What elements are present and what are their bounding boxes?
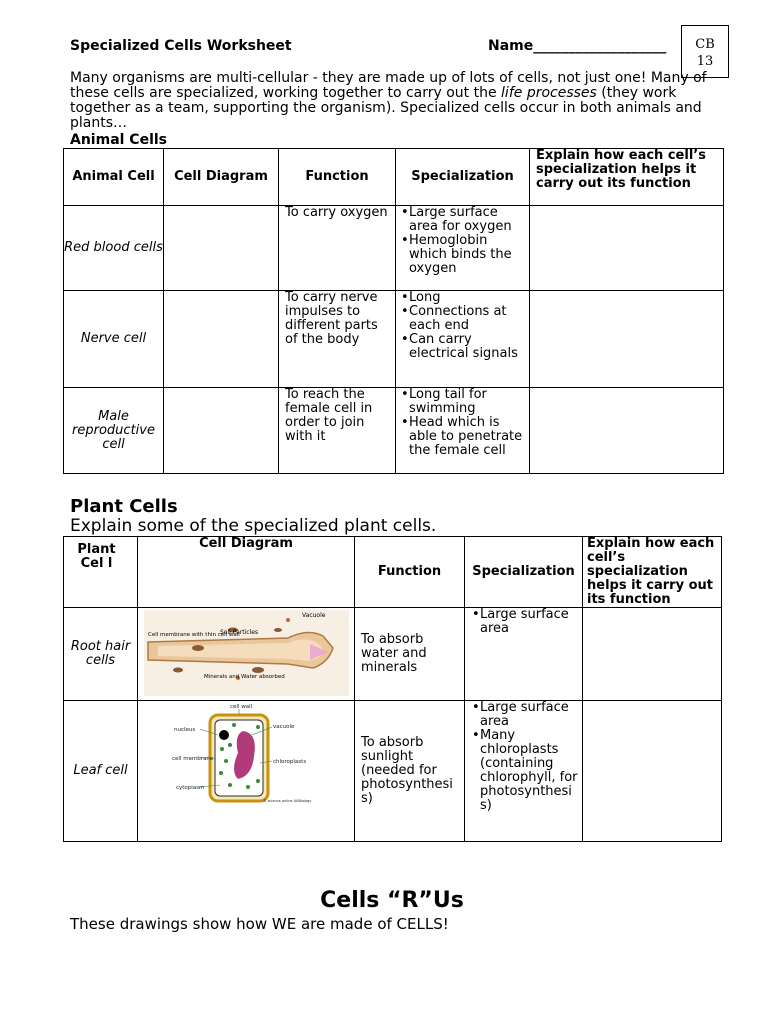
leaf-cell-diagram (138, 701, 355, 842)
intro-paragraph (70, 71, 716, 131)
animal-header-row (64, 149, 724, 206)
spec-list (396, 291, 525, 361)
cell-specialization (465, 701, 583, 842)
spec-item: • Long tail for swimming (409, 388, 525, 416)
label-chloroplasts: chloroplasts (273, 759, 307, 765)
label-soil-particles: Soil Particles (220, 629, 259, 636)
intro-italic: life processes (501, 85, 597, 101)
function-text: To carry oxygen (285, 205, 388, 220)
plant-cells-heading: Plant Cells (70, 496, 178, 517)
label-cell-membrane: Cell membrane with thin cell wall (148, 632, 240, 638)
explain-answer-cell[interactable] (583, 701, 722, 842)
root-hair-cell-image (138, 608, 350, 696)
cell-function: To reach the female cell in order to join with it (279, 388, 396, 474)
col-header-specialization: Specialization (465, 537, 583, 608)
cell-diagram-empty[interactable] (164, 388, 279, 474)
label-vacuole-leaf: vacuole (273, 724, 295, 730)
table-row (64, 206, 724, 291)
col-header-animal-cell: Animal Cell (64, 149, 164, 206)
leaf-cell-image (138, 701, 350, 816)
spec-list (467, 608, 578, 636)
plant-cells-subheading: Explain some of the specialized plant cells. (70, 516, 437, 536)
spec-list (467, 701, 578, 813)
spec-item: • Many chloroplasts (containing chlorophyll, for photosynthesi s) (480, 729, 578, 813)
explain-answer-cell[interactable] (530, 291, 724, 388)
cell-function (279, 206, 396, 291)
spec-item: • Head which is able to penetrate the female cell (409, 416, 525, 458)
spec-list (396, 388, 525, 458)
col-header-specialization: Specialization (396, 149, 530, 206)
cell-diagram-empty[interactable] (164, 206, 279, 291)
cell-function: To absorb water and minerals (355, 608, 465, 701)
cell-name: Root hair cells (64, 608, 138, 701)
explain-answer-cell[interactable] (530, 206, 724, 291)
plant-cells-table (63, 536, 722, 842)
table-row (64, 608, 722, 701)
cell-function: To absorb sunlight (needed for photosynthesi s) (355, 701, 465, 842)
table-row (64, 701, 722, 842)
spec-item: • Large surface area (480, 608, 578, 636)
label-copyright: © science online UKBiology (263, 799, 312, 803)
intro-text-2: (they work together as a team, supporting the organism). Specialized cells occur in both animals and plants… (70, 85, 702, 131)
table-row (64, 388, 724, 474)
animal-cells-heading: Animal Cells (70, 132, 168, 148)
spec-item: • Large surface area (480, 701, 578, 729)
col-header-plant-cell: Plant Cel l (64, 537, 138, 608)
plant-header-row (64, 537, 722, 608)
footer-text: These drawings show how WE are made of CELLS! (70, 915, 449, 933)
cell-function: To carry nerve impulses to different parts of the body (279, 291, 396, 388)
code-line-2: 13 (696, 54, 714, 69)
cell-name: Male reproductive cell (64, 388, 164, 474)
cell-specialization (396, 388, 530, 474)
cell-specialization (396, 206, 530, 291)
name-field-label: Name___________________ (488, 38, 667, 54)
label-cell-membrane-leaf: cell membrane (172, 756, 214, 762)
spec-item: • Can carry electrical signals (409, 333, 525, 361)
cell-specialization (396, 291, 530, 388)
label-minerals-water: Minerals and Water absorbed (204, 674, 285, 680)
label-cell-wall: cell wall (230, 704, 253, 710)
worksheet-title: Specialized Cells Worksheet (70, 38, 292, 54)
table-row (64, 291, 724, 388)
intro-text-1: Many organisms are multi-cellular - they are made up of lots of cells, not just one! Many of these cells are specialized, working together to carry out the (70, 70, 707, 101)
footer-title: Cells “R”Us (320, 888, 464, 913)
spec-item: • Large surface area for oxygen (409, 206, 525, 234)
spec-item: • Long (409, 291, 525, 305)
explain-answer-cell[interactable] (530, 388, 724, 474)
col-header-function: Function (279, 149, 396, 206)
label-nucleus: nucleus (174, 727, 196, 733)
spec-item: • Hemoglobin which binds the oxygen (409, 234, 525, 276)
col-header-cell-diagram: Cell Diagram (164, 149, 279, 206)
spec-list (396, 206, 525, 276)
animal-cells-table (63, 148, 724, 474)
col-header-explain: Explain how each cell’s specialization helps it carry out its function (530, 149, 724, 206)
spec-item: • Connections at each end (409, 305, 525, 333)
cell-specialization (465, 608, 583, 701)
cell-name: Red blood cells (64, 206, 164, 291)
col-header-explain: Explain how each cell’s specialization helps it carry out its function (583, 537, 722, 608)
cell-name: Leaf cell (64, 701, 138, 842)
cell-diagram-empty[interactable] (164, 291, 279, 388)
col-header-function: Function (355, 537, 465, 608)
label-vacuole: Vacuole (302, 612, 326, 619)
root-hair-diagram (138, 608, 355, 701)
label-cytoplasm: cytoplasm (176, 785, 205, 791)
col-header-cell-diagram: Cell Diagram (138, 537, 355, 608)
explain-answer-cell[interactable] (583, 608, 722, 701)
code-line-1: CB (695, 37, 715, 52)
cell-name: Nerve cell (64, 291, 164, 388)
